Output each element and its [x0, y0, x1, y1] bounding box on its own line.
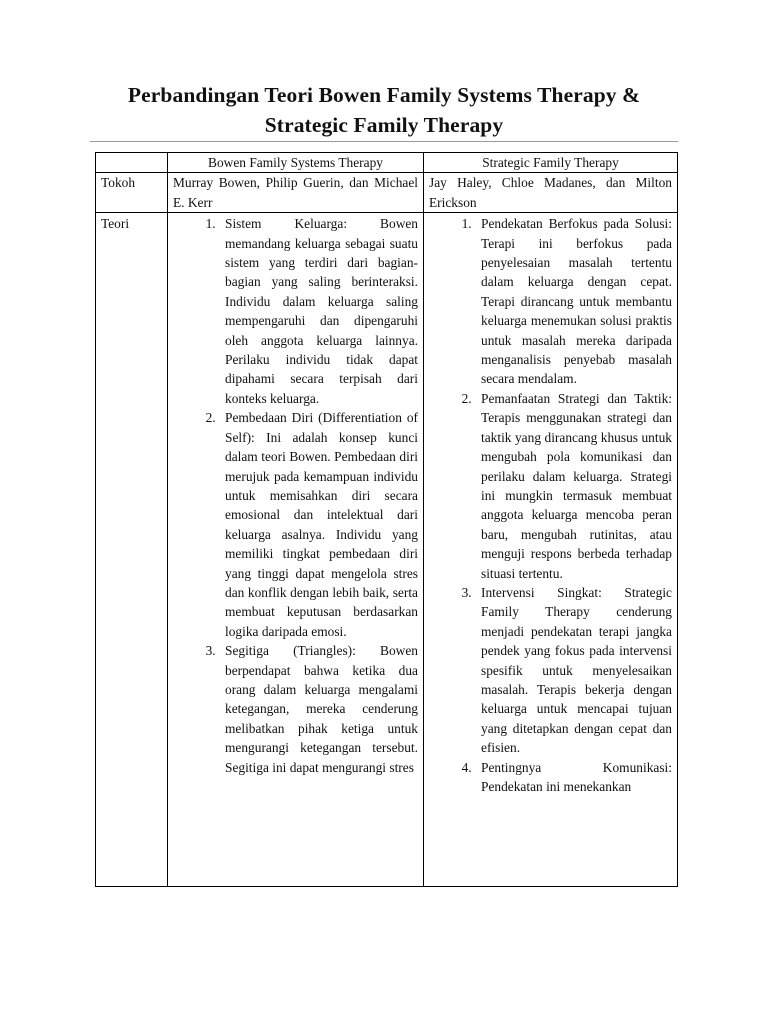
list-item: 2. Pembedaan Diri (Differentiation of Self): Ini adalah konsep kunci dalam teori Bowen. Pembedaan diri merujuk pada kemampuan individu untuk memisahkan diri secara emosional dan intelektual dari keluarga asalnya. Individu yang memiliki tingkat pembedaan diri yang tinggi dapat mengelola stres dan konflik dengan lebih baik, serta membuat keputusan berdasarkan logika daripada emosi. [219, 408, 418, 641]
header-cell-bowen: Bowen Family Systems Therapy [168, 153, 424, 173]
tokoh-strategic-cell: Jay Haley, Chloe Madanes, dan Milton Erickson [424, 173, 678, 213]
row-label-teori: Teori [96, 213, 168, 887]
table-header-row [96, 153, 678, 173]
bowen-theory-list [173, 214, 418, 777]
list-item: 3. Segitiga (Triangles): Bowen berpendapat bahwa ketika dua orang dalam keluarga mengalami ketegangan, mereka cenderung melibatkan pihak ketiga untuk mengurangi ketegangan tersebut. Segitiga ini dapat mengurangi stres [219, 641, 418, 777]
list-item: 2. Pemanfaatan Strategi dan Taktik: Terapis menggunakan strategi dan taktik yang dirancang khusus untuk mengubah pola komunikasi dan perilaku dalam keluarga. Strategi ini mungkin termasuk membuat anggota keluarga mencoba peran baru, mengubah rutinitas, atau menguji respons berbeda terhadap situasi tertentu. [475, 389, 672, 583]
list-item: 4. Pentingnya Komunikasi: Pendekatan ini menekankan [475, 758, 672, 797]
table-row-teori [96, 213, 678, 887]
list-item: 1. Sistem Keluarga: Bowen memandang keluarga sebagai suatu sistem yang terdiri dari bagian-bagian yang saling berinteraksi. Individu dalam keluarga saling mempengaruhi dan dipengaruhi oleh anggota keluarga lainnya. Perilaku individu tidak dapat dipahami secara terpisah dari konteks keluarga. [219, 214, 418, 408]
title-divider [90, 141, 678, 142]
document-title-line-1: Perbandingan Teori Bowen Family Systems Therapy & [127, 83, 641, 107]
list-item: 3. Intervensi Singkat: Strategic Family Therapy cenderung menjadi pendekatan terapi jangka pendek yang fokus pada intervensi spesifik untuk menyelesaikan masalah. Terapis bekerja dengan keluarga untuk mencapai tujuan yang ditetapkan dengan cepat dan efisien. [475, 583, 672, 758]
row-label-tokoh: Tokoh [96, 173, 168, 213]
strategic-theory-list [429, 214, 672, 796]
document-title [90, 80, 678, 140]
header-cell-empty [96, 153, 168, 173]
header-cell-strategic: Strategic Family Therapy [424, 153, 678, 173]
list-item: 1. Pendekatan Berfokus pada Solusi: Terapi ini berfokus pada penyelesaian masalah tertentu dalam keluarga dengan cepat. Terapi dirancang untuk membantu keluarga menemukan solusi praktis untuk masalah mereka daripada menganalisis penyebab masalah secara mendalam. [475, 214, 672, 389]
teori-strategic-cell [424, 213, 678, 887]
teori-bowen-cell [168, 213, 424, 887]
comparison-table [95, 152, 678, 887]
table-row-tokoh [96, 173, 678, 213]
tokoh-bowen-cell: Murray Bowen, Philip Guerin, dan Michael E. Kerr [168, 173, 424, 213]
document-title-line-2: Strategic Family Therapy [264, 113, 504, 137]
